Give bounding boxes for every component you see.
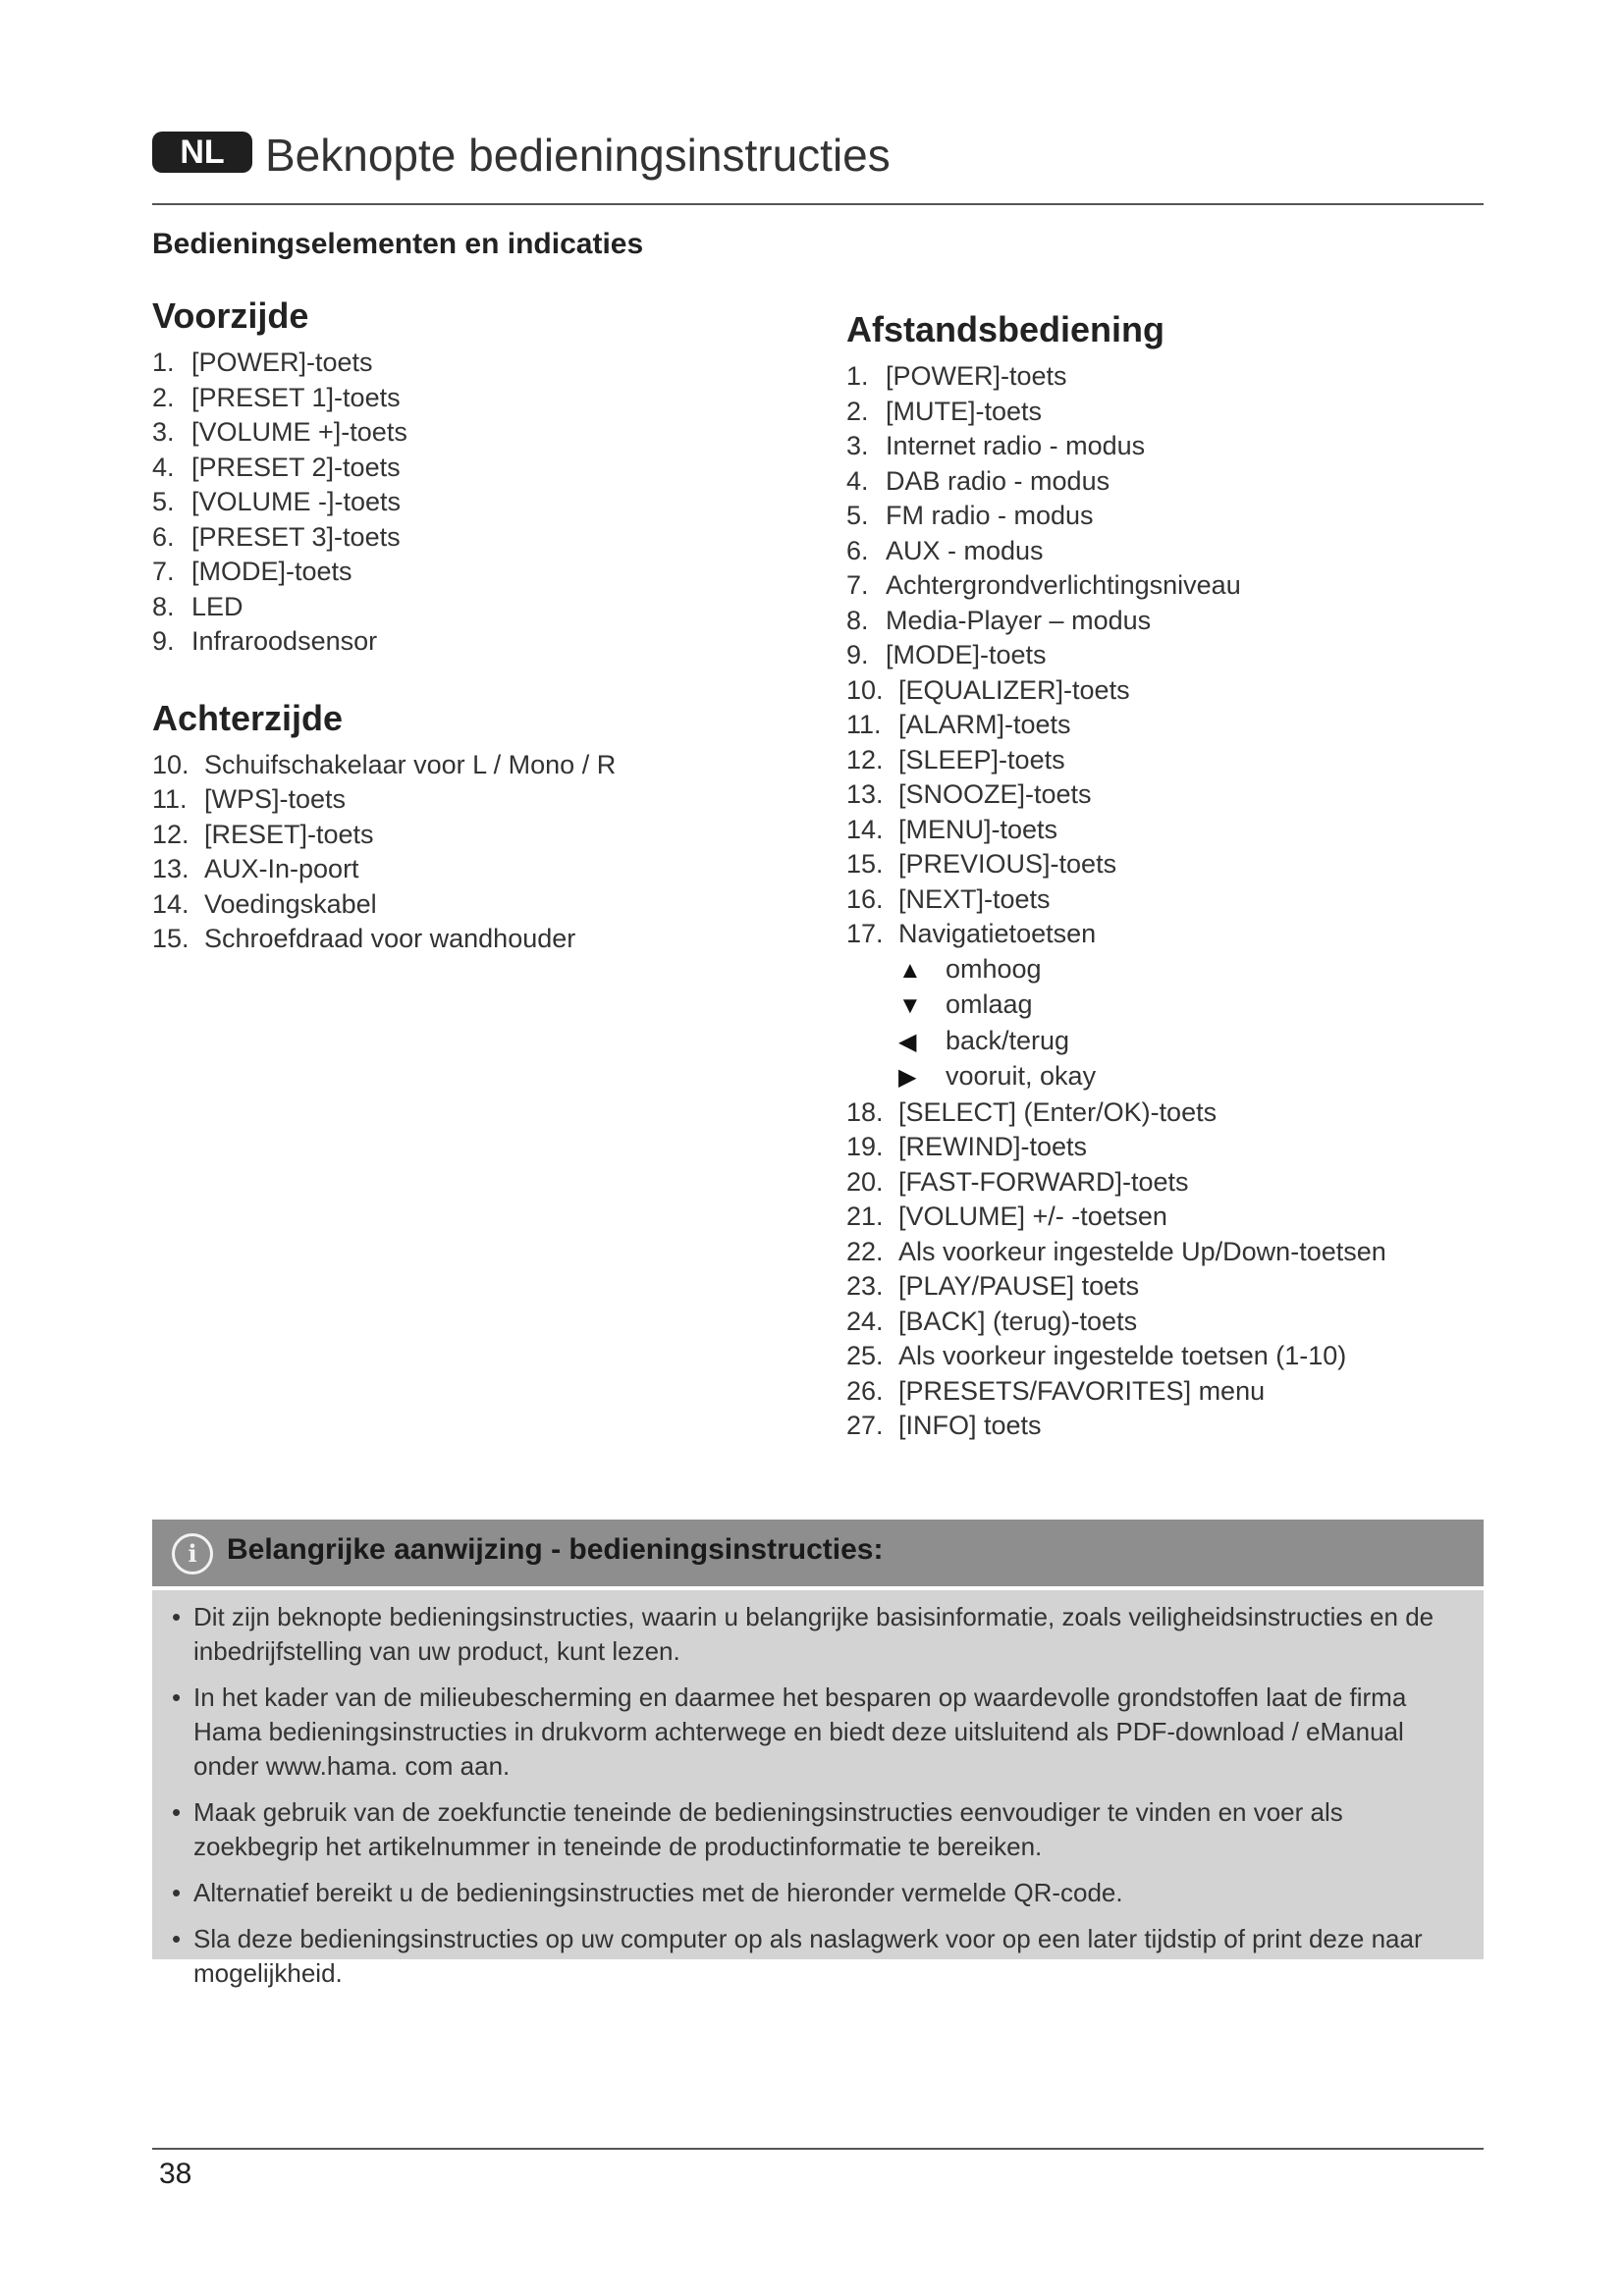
list-item: 3. Internet radio - modus [846, 431, 1146, 460]
list-item: 11. [ALARM]-toets [846, 710, 1071, 739]
list-item: 27. [INFO] toets [846, 1411, 1042, 1440]
remote-list [846, 359, 1494, 1444]
list-item: 3. [VOLUME +]-toets [152, 417, 407, 447]
note-title: Belangrijke aanwijzing - bedieningsinstructies: [227, 1533, 884, 1566]
footer-divider [152, 2148, 1484, 2150]
list-item: 18. [SELECT] (Enter/OK)-toets [846, 1096, 1218, 1127]
list-item: 6. [PRESET 3]-toets [152, 521, 401, 552]
list-item: 1. [POWER]-toets [152, 347, 373, 377]
page-title: Beknopte bedieningsinstructies [265, 130, 891, 181]
note-header [152, 1520, 1484, 1590]
list-item: 16. [NEXT]-toets [846, 883, 1051, 914]
nav-item-down: ▼ omlaag [846, 988, 1494, 1024]
remote-heading: Afstandsbediening [846, 309, 1165, 349]
list-item: 2. [MUTE]-toets [846, 396, 1043, 426]
list-item: 11. [WPS]-toets [152, 784, 347, 814]
list-item: 24. [BACK] (terug)-toets [846, 1306, 1138, 1336]
list-item: 9. [MODE]-toets [846, 640, 1047, 669]
list-item: 4. DAB radio - modus [846, 465, 1110, 496]
note-bullet: • Dit zijn beknopte bedieningsinstructies, waarin u belangrijke basisinformatie, zoals veiligheidsinstructies en de inbedrijfstelling van uw product, kunt lezen. [172, 1600, 1468, 1669]
list-item: 15. Schroefdraad voor wandhouder [152, 924, 576, 953]
list-item: 4. [PRESET 2]-toets [152, 452, 401, 482]
list-item: 7. Achtergrondverlichtingsniveau [846, 570, 1241, 600]
info-icon: i [172, 1533, 213, 1575]
front-list [152, 346, 820, 660]
arrow-down-icon: ▼ [898, 992, 922, 1019]
list-item: 8. Media-Player – modus [846, 605, 1152, 635]
header-divider [152, 203, 1484, 205]
left-column [152, 294, 820, 957]
nav-item-up: ▲ omhoog [846, 952, 1494, 988]
list-item: 7. [MODE]-toets [152, 557, 352, 586]
note-bullet: • Alternatief bereikt u de bedieningsinstructies met de hieronder vermelde QR-code. [172, 1876, 1468, 1910]
list-item: 17. Navigatietoetsen [846, 919, 1097, 948]
page-header [152, 128, 1484, 204]
list-item: 14. Voedingskabel [152, 888, 377, 919]
list-item: 12. [SLEEP]-toets [846, 744, 1065, 774]
list-item: 13. AUX-In-poort [152, 854, 359, 883]
list-item: 15. [PREVIOUS]-toets [846, 849, 1117, 879]
list-item: 2. [PRESET 1]-toets [152, 382, 401, 412]
section-subtitle: Bedieningselementen en indicaties [152, 228, 644, 260]
page-number: 38 [159, 2158, 192, 2190]
list-item: 8. LED [152, 591, 244, 621]
nav-item-left: ◀ back/terug [846, 1024, 1494, 1060]
list-item: 5. FM radio - modus [846, 501, 1094, 530]
language-badge: NL [152, 132, 252, 173]
list-item: 19. [REWIND]-toets [846, 1132, 1088, 1161]
list-item: 22. Als voorkeur ingestelde Up/Down-toetsen [846, 1236, 1386, 1266]
list-item: 26. [PRESETS/FAVORITES] menu [846, 1375, 1266, 1406]
list-item: 13. [SNOOZE]-toets [846, 779, 1092, 809]
list-item: 10. [EQUALIZER]-toets [846, 674, 1130, 705]
back-list [152, 748, 820, 957]
note-bullet: • Sla deze bedieningsinstructies op uw computer op als naslagwerk voor op een later tijdstip of print deze naar mogelijkheid. [172, 1922, 1468, 1991]
list-item: 9. Infraroodsensor [152, 626, 378, 656]
front-heading: Voorzijde [152, 295, 309, 336]
note-list [172, 1600, 1468, 2002]
list-item: 25. Als voorkeur ingestelde toetsen (1-10) [846, 1341, 1347, 1370]
list-item: 5. [VOLUME -]-toets [152, 487, 402, 516]
important-note-box [152, 1520, 1484, 1988]
list-item: 20. [FAST-FORWARD]-toets [846, 1166, 1189, 1197]
note-bullet: • Maak gebruik van de zoekfunctie teneinde de bedieningsinstructies eenvoudiger te vinden en voer als zoekbegrip het artikelnummer in teneinde de productinformatie te bereiken. [172, 1795, 1468, 1864]
back-heading: Achterzijde [152, 697, 344, 738]
list-item: 1. [POWER]-toets [846, 361, 1067, 391]
note-bullet: • In het kader van de milieubescherming en daarmee het besparen op waardevolle grondstoffen laat de firma Hama bedieningsinstructies in drukvorm achterwege en biedt deze uitsluitend als PDF-download / eManual onder www.hama. com aan. [172, 1681, 1468, 1784]
list-item: 6. AUX - modus [846, 535, 1044, 565]
list-item: 23. [PLAY/PAUSE] toets [846, 1271, 1140, 1301]
list-item: 12. [RESET]-toets [152, 819, 374, 849]
arrow-up-icon: ▲ [898, 956, 922, 984]
right-column [846, 308, 1494, 1444]
list-item: 10. Schuifschakelaar voor L / Mono / R [152, 749, 617, 779]
nav-item-right: ▶ vooruit, okay [846, 1059, 1494, 1095]
list-item: 21. [VOLUME] +/- -toetsen [846, 1201, 1167, 1231]
arrow-right-icon: ▶ [898, 1064, 917, 1091]
arrow-left-icon: ◀ [898, 1028, 917, 1055]
list-item: 14. [MENU]-toets [846, 814, 1058, 844]
